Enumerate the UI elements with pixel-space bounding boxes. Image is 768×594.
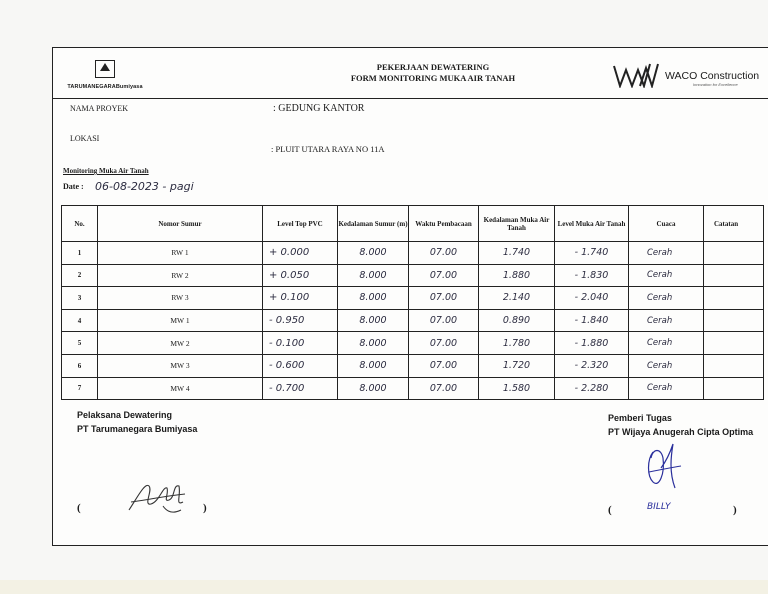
header-divider [53,98,768,99]
cell-muka: 1.740 [479,242,555,265]
table-row [62,332,764,355]
left-paren-close: ) [203,502,207,514]
cell-top-pvc: - 0.700 [263,377,338,400]
contractor-role: Pelaksana Dewatering [77,410,173,420]
cell-muka: 1.580 [479,377,555,400]
cell-no: 1 [62,242,98,265]
cell-sumur: MW 2 [98,332,263,355]
cell-top-pvc: - 0.100 [263,332,338,355]
cell-no: 2 [62,264,98,287]
waco-mark-icon [613,62,659,88]
title-line-1: PEKERJAAN DEWATERING [376,62,490,72]
cell-muka: 1.720 [479,354,555,377]
tarumanegara-logo [65,60,145,94]
cell-muka: 1.780 [479,332,555,355]
cell-level: - 1.840 [555,309,629,332]
cell-top-pvc: - 0.600 [263,354,338,377]
header-no: No. [62,206,98,242]
cell-level: - 1.880 [555,332,629,355]
contractor-signature-image [123,472,193,520]
cell-sumur: MW 1 [98,309,263,332]
table-header-row [62,206,764,242]
cell-catatan [704,287,764,310]
cell-level: - 2.280 [555,377,629,400]
cell-cuaca: Cerah [629,309,704,332]
cell-muka: 1.880 [479,264,555,287]
header-level-muka-air: Level Muka Air Tanah [555,206,629,242]
triangle-logo-icon [95,60,115,78]
cell-no: 3 [62,287,98,310]
cell-muka: 2.140 [479,287,555,310]
contractor-signature-block [77,408,197,436]
cell-waktu: 07.00 [409,264,479,287]
table-row [62,264,764,287]
cell-sumur: MW 3 [98,354,263,377]
cell-cuaca: Cerah [629,332,704,355]
header-level-top-pvc: Level Top PVC [263,206,338,242]
left-logo-name: TARUMANEGARABumiyasa [67,84,143,90]
cell-no: 5 [62,332,98,355]
client-role: Pemberi Tugas [608,413,672,423]
cell-sumur: RW 2 [98,264,263,287]
cell-level: - 2.040 [555,287,629,310]
cell-top-pvc: + 0.050 [263,264,338,287]
table-row [62,377,764,400]
cell-sumur: RW 1 [98,242,263,265]
cell-kedalaman: 8.000 [338,264,409,287]
right-paren-close: ) [733,504,737,516]
client-signature-block [608,411,753,439]
cell-cuaca: Cerah [629,264,704,287]
cell-catatan [704,309,764,332]
cell-kedalaman: 8.000 [338,332,409,355]
cell-top-pvc: + 0.000 [263,242,338,265]
table-row [62,354,764,377]
right-logo-name: WACO Construction [665,70,760,82]
cell-sumur: RW 3 [98,287,263,310]
client-signer-name: BILLY [647,502,671,512]
right-logo-tagline: Innovation for Excellence [693,82,738,87]
date-label: Date : [63,182,84,191]
cell-catatan [704,264,764,287]
cell-no: 6 [62,354,98,377]
contractor-company: PT Tarumanegara Bumiyasa [77,424,198,434]
location-value: : PLUIT UTARA RAYA NO 11A [271,144,385,154]
table-row [62,242,764,265]
cell-cuaca: Cerah [629,377,704,400]
cell-kedalaman: 8.000 [338,287,409,310]
cell-kedalaman: 8.000 [338,309,409,332]
header-cuaca: Cuaca [629,206,704,242]
project-name-label: NAMA PROYEK [70,104,129,113]
waco-logo [613,60,768,92]
cell-level: - 1.740 [555,242,629,265]
cell-catatan [704,242,764,265]
cell-muka: 0.890 [479,309,555,332]
table-row [62,287,764,310]
cell-catatan [704,377,764,400]
project-name-value: : GEDUNG KANTOR [273,103,365,114]
client-company: PT Wijaya Anugerah Cipta Optima [608,427,754,437]
section-title: Monitoring Muka Air Tanah [63,167,149,175]
cell-cuaca: Cerah [629,287,704,310]
monitoring-table [61,205,764,400]
date-value: 06-08-2023 - pagi [95,180,194,193]
cell-waktu: 07.00 [409,377,479,400]
cell-cuaca: Cerah [629,354,704,377]
title-line-2: FORM MONITORING MUKA AIR TANAH [350,73,516,83]
cell-waktu: 07.00 [409,332,479,355]
header-nomor-sumur: Nomor Sumur [98,206,263,242]
cell-waktu: 07.00 [409,309,479,332]
cell-level: - 2.320 [555,354,629,377]
cell-catatan [704,354,764,377]
header-catatan: Catatan [704,206,764,242]
cell-waktu: 07.00 [409,242,479,265]
left-paren-open: ( [77,502,81,514]
location-label: LOKASI [70,134,100,143]
cell-kedalaman: 8.000 [338,377,409,400]
cell-cuaca: Cerah [629,242,704,265]
page-bottom-edge [0,580,768,594]
cell-top-pvc: - 0.950 [263,309,338,332]
cell-no: 7 [62,377,98,400]
cell-kedalaman: 8.000 [338,354,409,377]
cell-top-pvc: + 0.100 [263,287,338,310]
left-logo-tagline [65,90,145,94]
monitoring-form [52,47,768,546]
header-kedalaman-muka-air: Kedalaman Muka Air Tanah [479,206,555,242]
cell-waktu: 07.00 [409,287,479,310]
header-waktu-pembacaan: Waktu Pembacaan [409,206,479,242]
cell-no: 4 [62,309,98,332]
header-kedalaman-sumur: Kedalaman Sumur (m) [338,206,409,242]
client-signature-image [641,438,685,500]
right-paren-open: ( [608,504,612,516]
cell-catatan [704,332,764,355]
cell-level: - 1.830 [555,264,629,287]
table-row [62,309,764,332]
cell-sumur: MW 4 [98,377,263,400]
cell-kedalaman: 8.000 [338,242,409,265]
form-title [293,62,573,84]
cell-waktu: 07.00 [409,354,479,377]
